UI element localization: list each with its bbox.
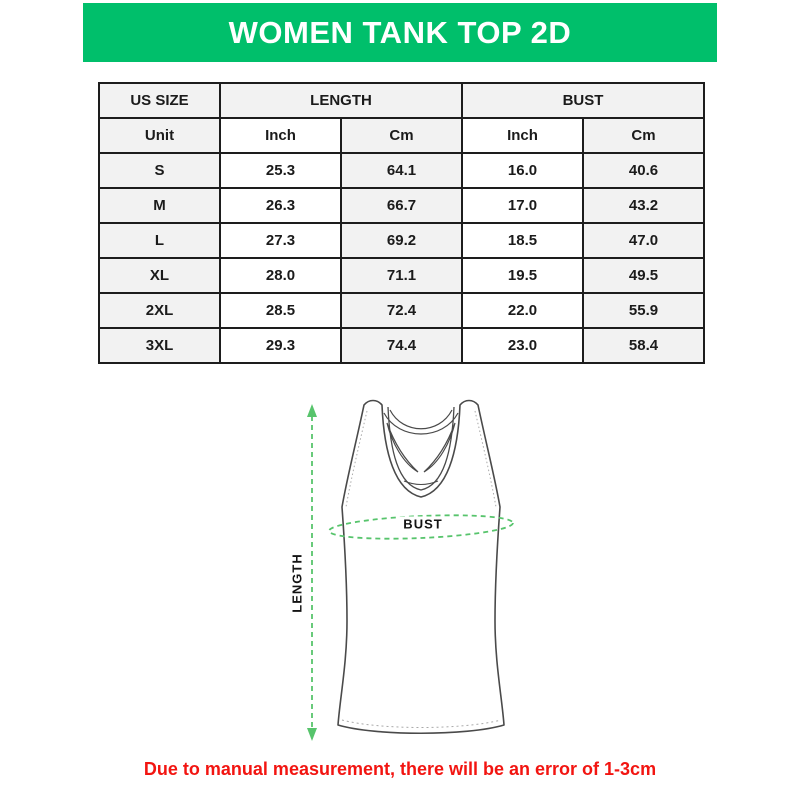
table-unit-row (99, 118, 704, 153)
value-cell: 72.4 (341, 293, 462, 328)
value-cell: 40.6 (583, 153, 704, 188)
length-cm-cell: Cm (341, 118, 462, 153)
value-cell: 22.0 (462, 293, 583, 328)
value-cell: 18.5 (462, 223, 583, 258)
value-cell: 47.0 (583, 223, 704, 258)
racerback-back-neck (384, 410, 458, 434)
value-cell: 74.4 (341, 328, 462, 363)
size-cell: XL (99, 258, 220, 293)
size-cell: L (99, 223, 220, 258)
size-cell: S (99, 153, 220, 188)
length-arrow-icon (307, 404, 317, 741)
table-row-m (99, 188, 704, 223)
col-header-us-size: US SIZE (99, 83, 220, 118)
length-label: LENGTH (289, 553, 305, 613)
col-header-length: LENGTH (220, 83, 462, 118)
measurement-note: Due to manual measurement, there will be an error of 1-3cm (143, 759, 657, 779)
value-cell: 28.5 (220, 293, 341, 328)
length-inch-cell: Inch (220, 118, 341, 153)
value-cell: 23.0 (462, 328, 583, 363)
unit-cell: Unit (99, 118, 220, 153)
size-chart-table (98, 82, 705, 364)
value-cell: 29.3 (220, 328, 341, 363)
value-cell: 71.1 (341, 258, 462, 293)
value-cell: 66.7 (341, 188, 462, 223)
title-banner (83, 3, 717, 62)
value-cell: 69.2 (341, 223, 462, 258)
size-table-body (99, 153, 704, 363)
value-cell: 64.1 (341, 153, 462, 188)
col-header-bust: BUST (462, 83, 704, 118)
size-cell: M (99, 188, 220, 223)
table-row-2xl (99, 293, 704, 328)
value-cell: 26.3 (220, 188, 341, 223)
value-cell: 28.0 (220, 258, 341, 293)
bust-label: BUST (399, 517, 446, 532)
value-cell: 58.4 (583, 328, 704, 363)
bust-inch-cell: Inch (462, 118, 583, 153)
value-cell: 19.5 (462, 258, 583, 293)
table-row-l (99, 223, 704, 258)
page-title: WOMEN TANK TOP 2D (228, 14, 572, 50)
value-cell: 55.9 (583, 293, 704, 328)
value-cell: 17.0 (462, 188, 583, 223)
value-cell: 25.3 (220, 153, 341, 188)
value-cell: 16.0 (462, 153, 583, 188)
bust-cm-cell: Cm (583, 118, 704, 153)
value-cell: 43.2 (583, 188, 704, 223)
size-cell: 3XL (99, 328, 220, 363)
value-cell: 49.5 (583, 258, 704, 293)
table-header-row (99, 83, 704, 118)
tank-top-outline-icon (338, 401, 504, 734)
value-cell: 27.3 (220, 223, 341, 258)
table-row-3xl (99, 328, 704, 363)
size-cell: 2XL (99, 293, 220, 328)
table-row-s (99, 153, 704, 188)
table-row-xl (99, 258, 704, 293)
tank-top-diagram (280, 393, 525, 755)
